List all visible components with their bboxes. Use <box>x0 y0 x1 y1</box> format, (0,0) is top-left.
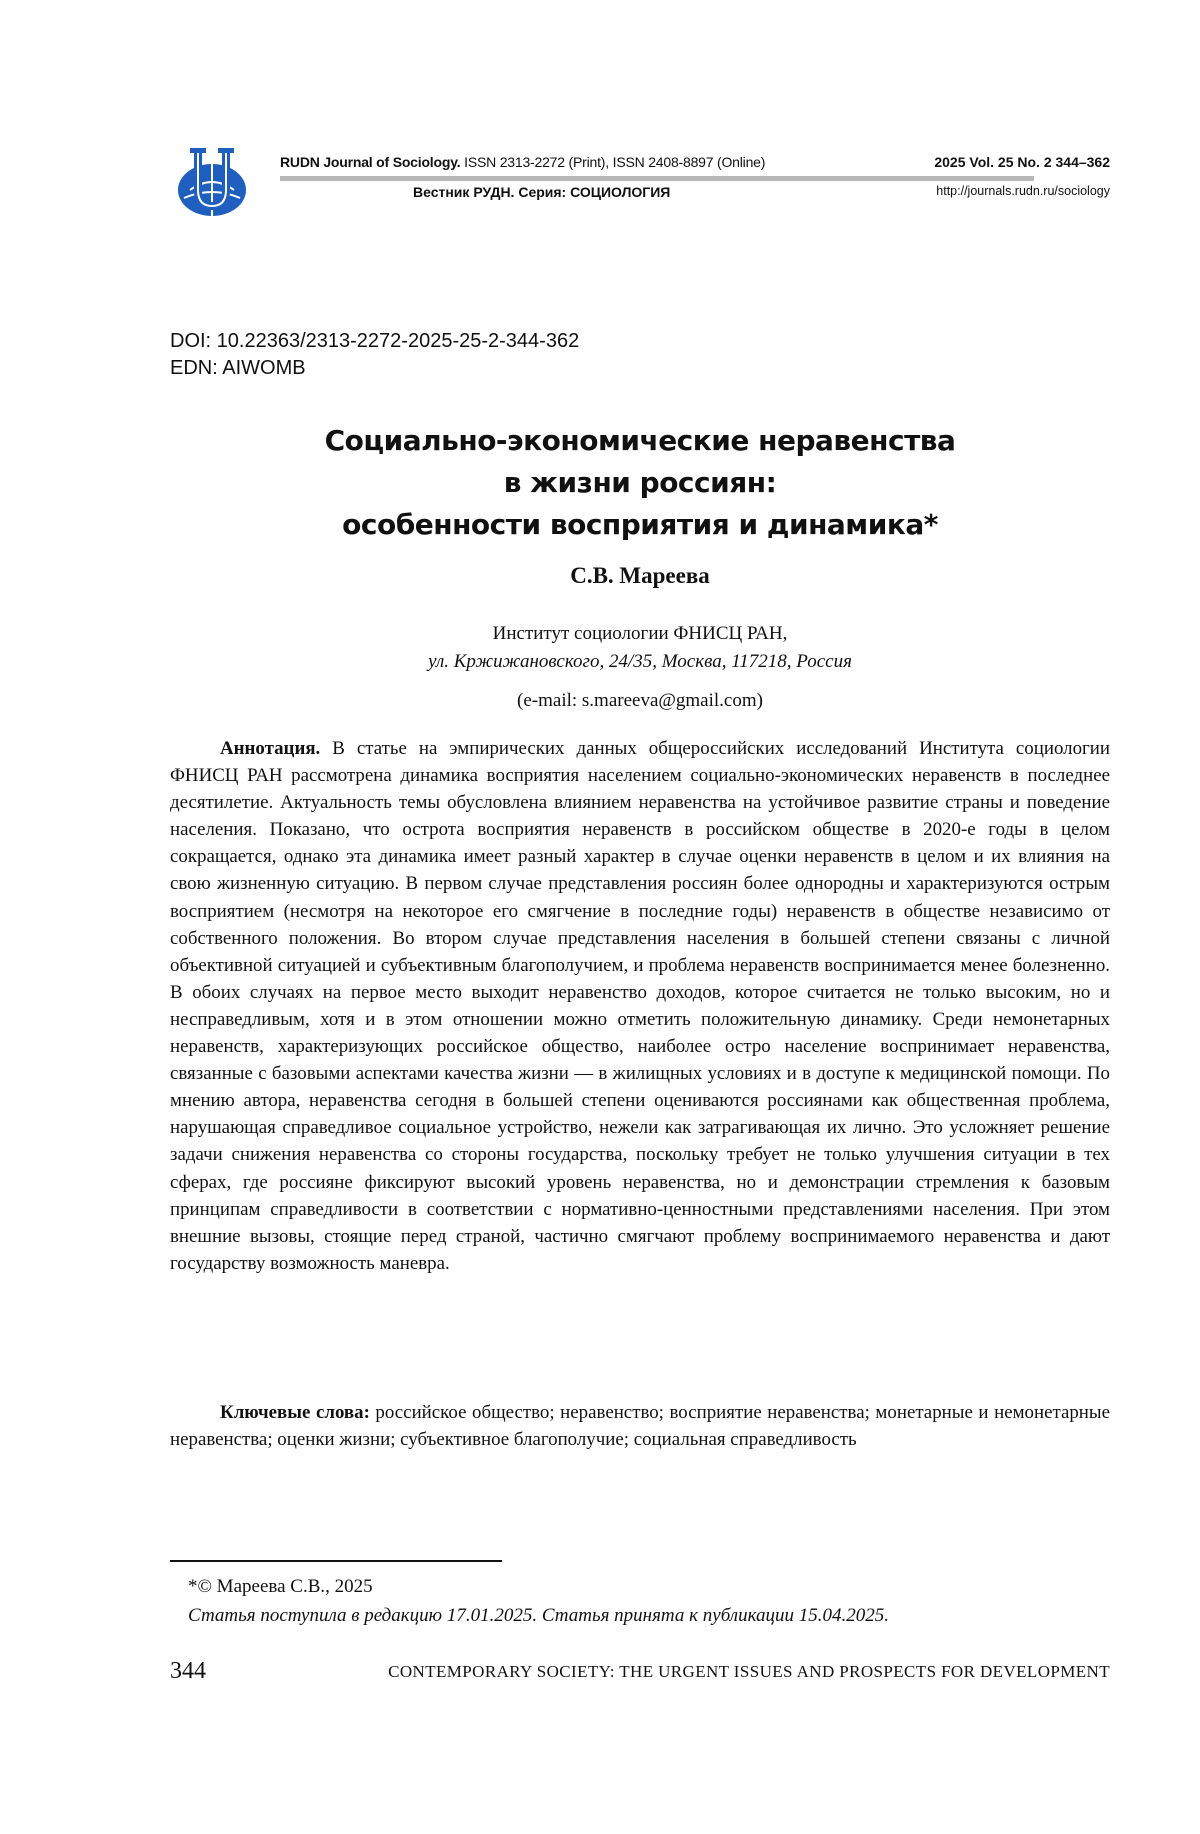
title-line-2: в жизни россиян: <box>170 462 1110 504</box>
journal-header <box>170 140 1110 220</box>
affiliation-institute: Институт социологии ФНИСЦ РАН, <box>170 620 1110 648</box>
title-line-3: особенности восприятия и динамика* <box>170 504 1110 546</box>
journal-issn: ISSN 2313-2272 (Print), ISSN 2408-8897 (Online) <box>460 154 765 170</box>
article-title <box>170 420 1110 546</box>
journal-url[interactable]: http://journals.rudn.ru/sociology <box>936 184 1110 198</box>
journal-series: Вестник РУДН. Серия: СОЦИОЛОГИЯ <box>413 184 670 200</box>
keywords-text: российское общество; неравенство; восприятие неравенства; монетарные и немонетарные неравенства; оценки жизни; субъективное благополучие; социальная справедливость <box>170 1402 1110 1450</box>
edn: EDN: AIWOMB <box>170 355 579 382</box>
affiliation-address: ул. Кржижановского, 24/35, Москва, 117218, Россия <box>170 648 1110 676</box>
keywords <box>170 1399 1110 1453</box>
abstract-text: В статье на эмпирических данных общероссийских исследований Института социологии ФНИСЦ РАН рассмотрена динамика восприятия населением социально-экономических неравенств в последнее десятилетие. Актуальность темы обусловлена влиянием неравенства на устойчивое развитие страны и поведение населения. Показано, что острота восприятия неравенств в российском обществе в 2020-е годы в целом сокращается, однако эта динамика имеет разный характер в случае оценки неравенств в целом и их влияния на свою жизненную ситуацию. В первом случае представления россиян более однородны и характеризуются острым восприятием (несмотря на некоторое его смягчение в последние годы) неравенств в обществе независимо от собственного положения. Во втором случае представления населения в большей степени связаны с личной объективной ситуацией и субъективным благополучием, и проблема неравенств воспринимается менее болезненно. В обоих случаях на первое место выходит неравенство доходов, которое считается не только высоким, но и несправедливым, хотя и в этом отношении можно отметить положительную динамику. Среди немонетарных неравенств, характеризующих российское общество, наиболее остро население воспринимает неравенства, связанные с базовыми аспектами качества жизни — в жилищных условиях и в доступе к медицинской помощи. По мнению автора, неравенства сегодня в большей степени оцениваются россиянами как общественная проблема, нарушающая справедливое социальное устройство, нежели как затрагивающая их лично. Это усложняет решение задачи снижения неравенства со стороны государства, поскольку требует не только улучшения ситуации в тех сферах, где россияне фиксируют высокий уровень неравенства, но и демонстрации стремления к базовым принципам справедливости в соответствии с нормативно-ценностными представлениями населения. При этом внешние вызовы, стоящие перед страной, частично смягчают проблему воспринимаемого неравенства и дают государству возможность маневра. <box>170 738 1110 1274</box>
header-rule <box>280 176 1034 181</box>
page-number: 344 <box>170 1658 206 1685</box>
running-title: CONTEMPORARY SOCIETY: THE URGENT ISSUES AND PROSPECTS FOR DEVELOPMENT <box>388 1662 1110 1682</box>
footnote-copyright: *© Мареева С.В., 2025 <box>188 1576 373 1598</box>
abstract-label: Аннотация. <box>220 738 320 759</box>
journal-name: RUDN Journal of Sociology. <box>280 154 460 170</box>
author-name: С.В. Мареева <box>170 563 1110 589</box>
journal-volume: 2025 Vol. 25 No. 2 344–362 <box>934 154 1110 170</box>
footnote-dates: Статья поступила в редакцию 17.01.2025. Статья принята к публикации 15.04.2025. <box>188 1605 889 1627</box>
journal-title-line <box>280 154 765 170</box>
title-line-1: Социально-экономические неравенства <box>170 420 1110 462</box>
doi[interactable]: DOI: 10.22363/2313-2272-2025-25-2-344-362 <box>170 328 579 355</box>
affiliation <box>170 620 1110 676</box>
rudn-logo-icon <box>170 146 254 220</box>
abstract <box>170 735 1110 1277</box>
keywords-label: Ключевые слова: <box>220 1402 370 1423</box>
article-identifiers <box>170 328 579 382</box>
footnote-rule <box>170 1560 502 1562</box>
author-email[interactable]: (e-mail: s.mareeva@gmail.com) <box>170 690 1110 712</box>
